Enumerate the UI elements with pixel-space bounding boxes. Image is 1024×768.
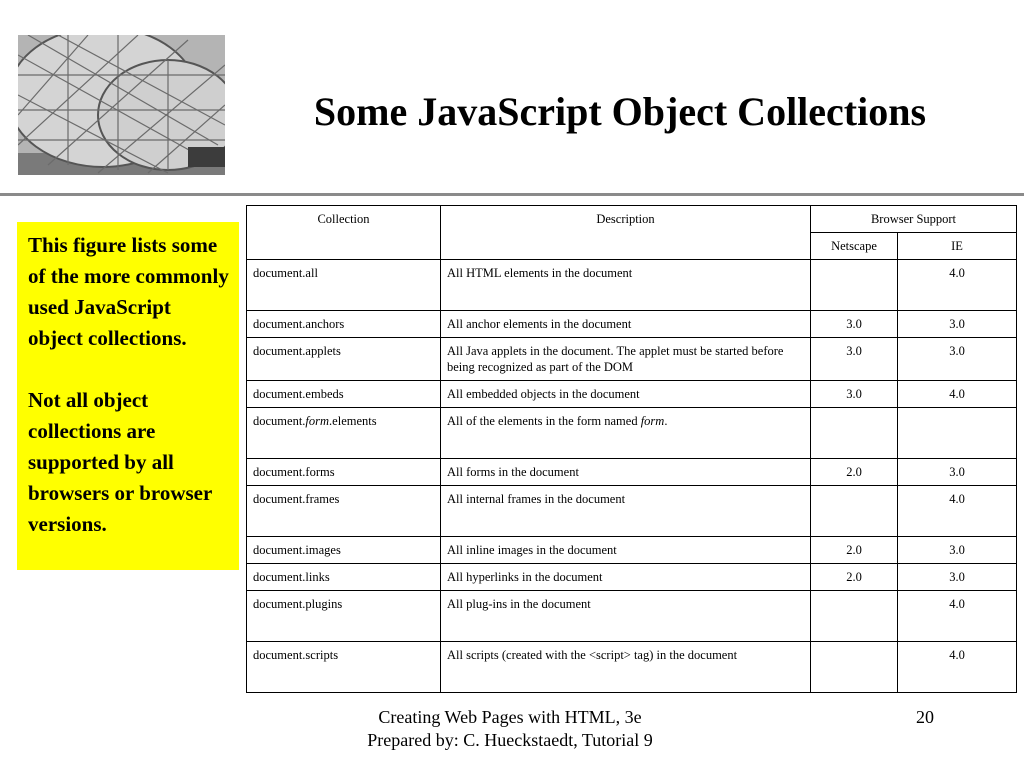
note-paragraph-2: Not all object collections are supported by all browsers or browser versions.	[28, 388, 212, 536]
cell-ie: 3.0	[898, 459, 1017, 486]
cell-collection: document.embeds	[247, 381, 441, 408]
radio-telescope-photo	[18, 35, 225, 175]
cell-ie: 4.0	[898, 381, 1017, 408]
cell-ie: 4.0	[898, 260, 1017, 311]
header-collection: Collection	[247, 206, 441, 260]
collections-table	[246, 205, 1017, 693]
collection-italic: form	[305, 414, 330, 428]
note-paragraph-1: This figure lists some of the more commonly used JavaScript object collections.	[28, 233, 229, 350]
description-italic: form	[640, 414, 665, 428]
collection-suffix: .elements	[329, 414, 377, 428]
cell-netscape: 2.0	[811, 459, 898, 486]
collection-prefix: document.	[253, 414, 306, 428]
cell-netscape: 3.0	[811, 311, 898, 338]
table-row	[247, 260, 1017, 311]
cell-collection: document.forms	[247, 459, 441, 486]
cell-netscape	[811, 591, 898, 642]
description-prefix: All of the elements in the form named	[447, 414, 641, 428]
header-browser-support: Browser Support	[811, 206, 1017, 233]
cell-description: All hyperlinks in the document	[441, 564, 811, 591]
table-row	[247, 642, 1017, 693]
cell-netscape	[811, 486, 898, 537]
cell-description: All inline images in the document	[441, 537, 811, 564]
table-row	[247, 591, 1017, 642]
cell-ie	[898, 408, 1017, 459]
cell-ie: 3.0	[898, 338, 1017, 381]
cell-collection: document.plugins	[247, 591, 441, 642]
cell-collection: document.frames	[247, 486, 441, 537]
cell-ie: 3.0	[898, 537, 1017, 564]
page-title: Some JavaScript Object Collections	[313, 89, 927, 134]
cell-netscape: 2.0	[811, 564, 898, 591]
cell-description: All internal frames in the document	[441, 486, 811, 537]
cell-description: All HTML elements in the document	[441, 260, 811, 311]
cell-ie: 3.0	[898, 564, 1017, 591]
cell-collection: document.links	[247, 564, 441, 591]
header-ie: IE	[898, 233, 1017, 260]
title-divider	[0, 193, 1024, 196]
table-row	[247, 564, 1017, 591]
footer-line-2: Prepared by: C. Hueckstaedt, Tutorial 9	[367, 730, 653, 750]
cell-description	[441, 408, 811, 459]
table-row	[247, 381, 1017, 408]
cell-netscape: 2.0	[811, 537, 898, 564]
cell-collection: document.scripts	[247, 642, 441, 693]
callout-note	[17, 222, 239, 570]
header-description: Description	[441, 206, 811, 260]
radio-telescope-dish-image	[18, 35, 225, 175]
cell-netscape	[811, 642, 898, 693]
cell-ie: 4.0	[898, 486, 1017, 537]
footer	[300, 706, 720, 752]
cell-collection: document.anchors	[247, 311, 441, 338]
cell-ie: 3.0	[898, 311, 1017, 338]
table-row	[247, 408, 1017, 459]
footer-line-1: Creating Web Pages with HTML, 3e	[378, 707, 642, 727]
cell-collection	[247, 408, 441, 459]
cell-description: All Java applets in the document. The applet must be started before being recognized as part of the DOM	[441, 338, 811, 381]
cell-collection: document.all	[247, 260, 441, 311]
table-row	[247, 537, 1017, 564]
table-row	[247, 338, 1017, 381]
cell-ie: 4.0	[898, 642, 1017, 693]
cell-description: All embedded objects in the document	[441, 381, 811, 408]
cell-description: All anchor elements in the document	[441, 311, 811, 338]
page-number: 20	[916, 707, 934, 727]
cell-description: All forms in the document	[441, 459, 811, 486]
table-row	[247, 486, 1017, 537]
cell-description: All plug-ins in the document	[441, 591, 811, 642]
cell-netscape: 3.0	[811, 381, 898, 408]
cell-netscape	[811, 408, 898, 459]
description-suffix: .	[664, 414, 668, 428]
table-row	[247, 311, 1017, 338]
cell-description: All scripts (created with the <script> tag) in the document	[441, 642, 811, 693]
cell-netscape	[811, 260, 898, 311]
cell-collection: document.applets	[247, 338, 441, 381]
cell-ie: 4.0	[898, 591, 1017, 642]
header-netscape: Netscape	[811, 233, 898, 260]
cell-collection: document.images	[247, 537, 441, 564]
cell-netscape: 3.0	[811, 338, 898, 381]
table-row	[247, 459, 1017, 486]
